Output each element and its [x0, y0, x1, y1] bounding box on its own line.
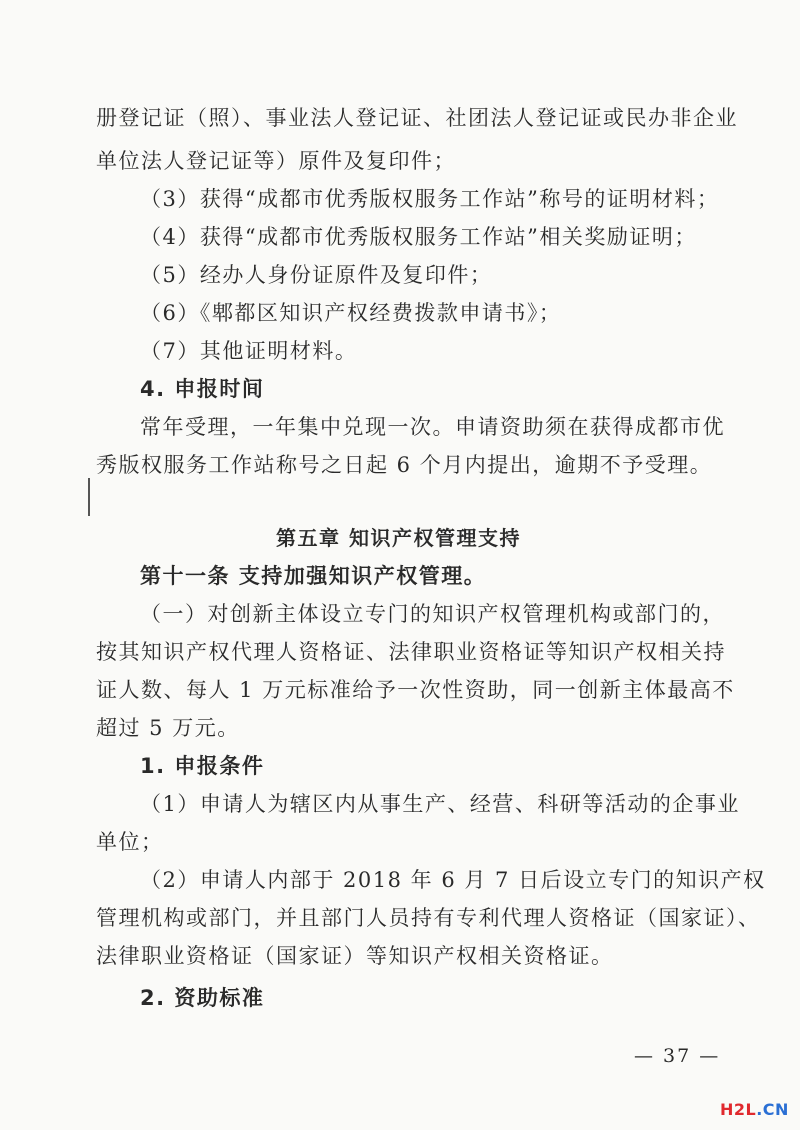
body-text-line: 按其知识产权代理人资格证、法律职业资格证等知识产权相关持 [96, 640, 726, 664]
list-item: （3）获得“成都市优秀版权服务工作站”称号的证明材料； [140, 187, 720, 211]
article-heading: 第十一条 支持加强知识产权管理。 [140, 564, 487, 588]
list-item: （2）申请人内部于 2018 年 6 月 7 日后设立专门的知识产权 [140, 868, 766, 892]
section-heading: 4. 申报时间 [140, 377, 265, 401]
body-text-line: 秀版权服务工作站称号之日起 6 个月内提出，逾期不予受理。 [96, 453, 713, 477]
list-item: （6）《郫都区知识产权经费拨款申请书》； [140, 301, 562, 325]
chapter-title: 第五章 知识产权管理支持 [276, 526, 521, 550]
body-text-line: 册登记证（照）、事业法人登记证、社团法人登记证或民办非企业 [96, 106, 738, 130]
body-text-line: 常年受理，一年集中兑现一次。申请资助须在获得成都市优 [140, 415, 725, 439]
watermark-part-1: H2L [720, 1100, 757, 1119]
section-heading: 1. 申报条件 [140, 754, 265, 778]
body-text-line: 管理机构或部门，并且部门人员持有专利代理人资格证（国家证）、 [96, 906, 761, 930]
body-text-line: 单位法人登记证等）原件及复印件； [96, 149, 456, 173]
body-text-line: 超过 5 万元。 [96, 716, 240, 740]
body-text-line: （一）对创新主体设立专门的知识产权管理机构或部门的， [140, 602, 725, 626]
list-item: （7）其他证明材料。 [140, 339, 358, 363]
margin-mark [88, 478, 90, 516]
body-text-line: 单位； [96, 830, 164, 854]
page-number: — 37 — [634, 1045, 721, 1067]
body-text-line: 法律职业资格证（国家证）等知识产权相关资格证。 [96, 944, 614, 968]
list-item: （4）获得“成都市优秀版权服务工作站”相关奖励证明； [140, 225, 697, 249]
watermark-part-2: .CN [756, 1100, 789, 1119]
body-text-line: 证人数、每人 1 万元标准给予一次性资助，同一创新主体最高不 [96, 678, 735, 702]
section-heading: 2. 资助标准 [140, 986, 265, 1010]
list-item: （1）申请人为辖区内从事生产、经营、科研等活动的企事业 [140, 792, 740, 816]
site-watermark-logo [720, 1100, 789, 1119]
list-item: （5）经办人身份证原件及复印件； [140, 263, 493, 287]
